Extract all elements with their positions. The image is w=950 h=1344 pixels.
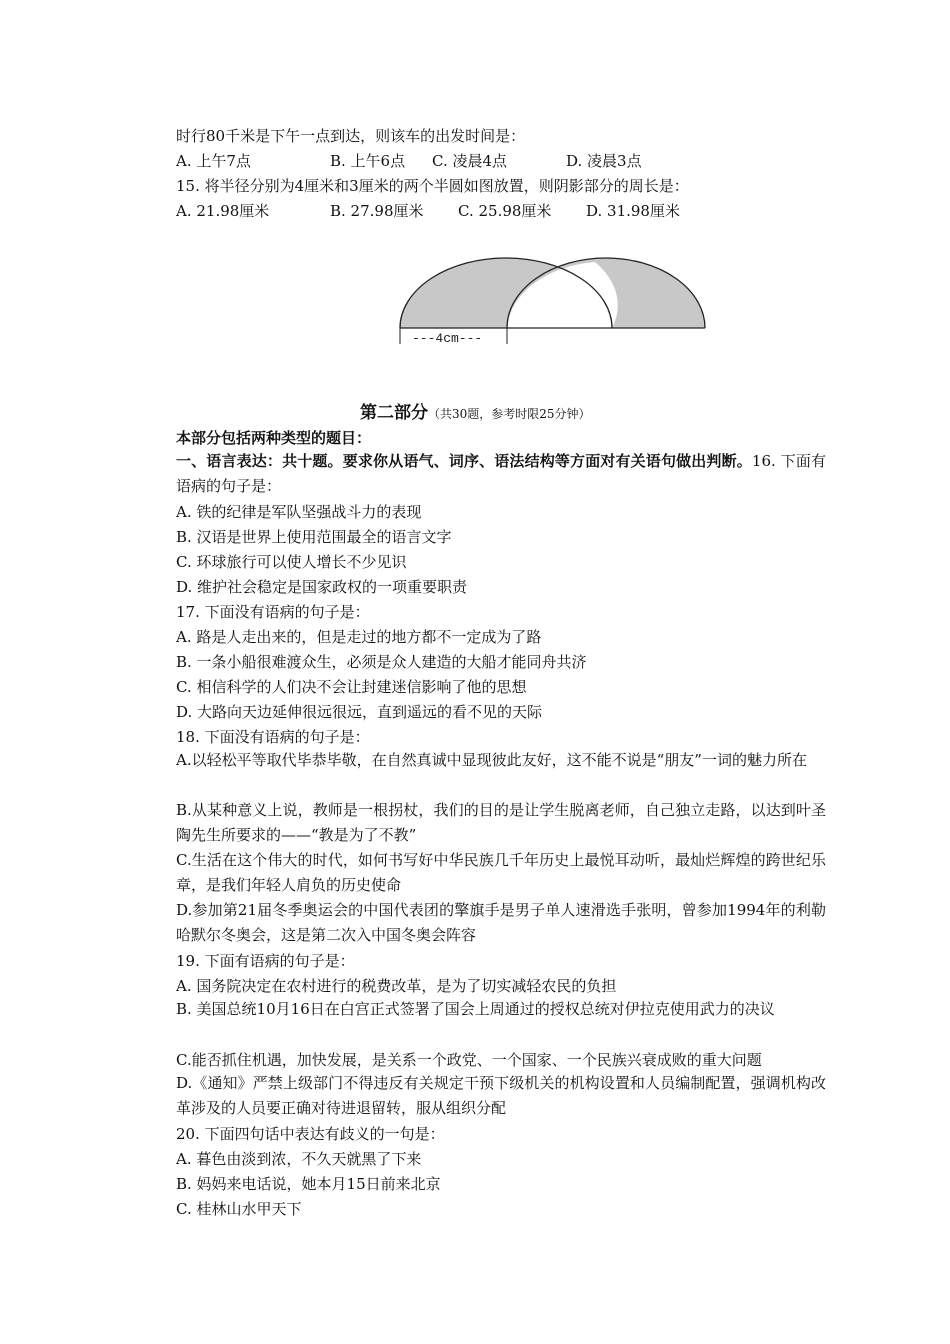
part2-intro: 本部分包括两种类型的题目： — [176, 429, 372, 447]
q17-option-d: D. 大路向天边延伸很远很远，直到遥远的看不见的天际 — [176, 703, 543, 721]
q14-stem: 时行80千米是下午一点到达，则该车的出发时间是： — [176, 127, 526, 145]
q20-stem: 20. 下面四句话中表达有歧义的一句是： — [176, 1125, 445, 1143]
q17-option-a: A. 路是人走出来的，但是走过的地方都不一定成为了路 — [176, 628, 542, 646]
q14-option-c: C. 凌晨4点 — [432, 152, 508, 170]
q17-option-c: C. 相信科学的人们决不会让封建迷信影响了他的思想 — [176, 678, 527, 696]
q19-option-d: D.《通知》严禁上级部门不得违反有关规定干预下级机关的机构设置和人员编制配置，强调机构改革涉及的人员要正确对待进退留转，服从组织分配 — [176, 1074, 826, 1117]
type1-heading: 一、语言表达：共十题。要求你从语气、词序、语法结构等方面对有关语句做出判断。 — [176, 452, 752, 470]
q15-option-d: D. 31.98厘米 — [586, 202, 680, 220]
q19-option-a: A. 国务院决定在农村进行的税费改革，是为了切实减轻农民的负担 — [176, 977, 617, 995]
q14-option-a: A. 上午7点 — [176, 152, 251, 170]
q15-option-c: C. 25.98厘米 — [458, 202, 552, 220]
q18-option-c: C.生活在这个伟大的时代，如何书写好中华民族几千年历史上最悦耳动听，最灿烂辉煌的跨世纪乐章，是我们年轻人肩负的历史使命 — [176, 851, 826, 894]
q19-option-b: B. 美国总统10月16日在白宫正式签署了国会上周通过的授权总统对伊拉克使用武力的决议 — [176, 1000, 775, 1018]
type1-heading-paragraph — [176, 449, 826, 499]
q15-options — [176, 201, 776, 221]
q14-option-d: D. 凌晨3点 — [566, 152, 642, 170]
q17-option-b: B. 一条小船很难渡众生，必须是众人建造的大船才能同舟共济 — [176, 653, 587, 671]
q19-stem: 19. 下面有语病的句子是： — [176, 952, 355, 970]
q16-option-c: C. 环球旅行可以使人增长不少见识 — [176, 553, 407, 571]
q16-option-d: D. 维护社会稳定是国家政权的一项重要职责 — [176, 578, 468, 596]
q14-options — [176, 151, 776, 171]
measure-label: ---4cm--- — [412, 331, 483, 346]
semicircles-figure — [390, 250, 720, 350]
q20-option-a: A. 暮色由淡到浓，不久天就黑了下来 — [176, 1150, 422, 1168]
q16-stem: 16. 下面有语病的句子是： — [176, 452, 826, 495]
q18-option-d: D.参加第21届冬季奥运会的中国代表团的擎旗手是男子单人速滑选手张明，曾参加1994年的利勒哈默尔冬奥会，这是第二次入中国冬奥会阵容 — [176, 901, 826, 944]
part2-title-text: 第二部分 — [360, 403, 428, 423]
q18-option-a: A.以轻松平等取代毕恭毕敬，在自然真诚中显现彼此友好，这不能不说是“朋友”一词的魅力所在 — [176, 751, 807, 769]
q17-stem: 17. 下面没有语病的句子是： — [176, 603, 370, 621]
semicircles-diagram — [390, 250, 720, 350]
q16-option-b: B. 汉语是世界上使用范围最全的语言文字 — [176, 528, 452, 546]
q20-option-b: B. 妈妈来电话说，她本月15日前来北京 — [176, 1175, 441, 1193]
q15-option-a: A. 21.98厘米 — [176, 202, 270, 220]
q19-option-c: C.能否抓住机遇，加快发展，是关系一个政党、一个国家、一个民族兴衰成败的重大问题 — [176, 1051, 762, 1069]
q14-option-b: B. 上午6点 — [330, 152, 406, 170]
part2-title — [360, 398, 591, 423]
q18-option-b: B.从某种意义上说，教师是一根拐杖，我们的目的是让学生脱离老师，自己独立走路，以达到叶圣陶先生所要求的——“教是为了不教” — [176, 801, 826, 844]
q15-stem: 15. 将半径分别为4厘米和3厘米的两个半圆如图放置，则阴影部分的周长是： — [176, 177, 689, 195]
q18-stem: 18. 下面没有语病的句子是： — [176, 728, 370, 746]
q16-option-a: A. 铁的纪律是军队坚强战斗力的表现 — [176, 503, 422, 521]
q20-option-c: C. 桂林山水甲天下 — [176, 1200, 302, 1218]
part2-subtitle: （共30题，参考时限25分钟） — [428, 407, 591, 421]
q15-option-b: B. 27.98厘米 — [330, 202, 424, 220]
